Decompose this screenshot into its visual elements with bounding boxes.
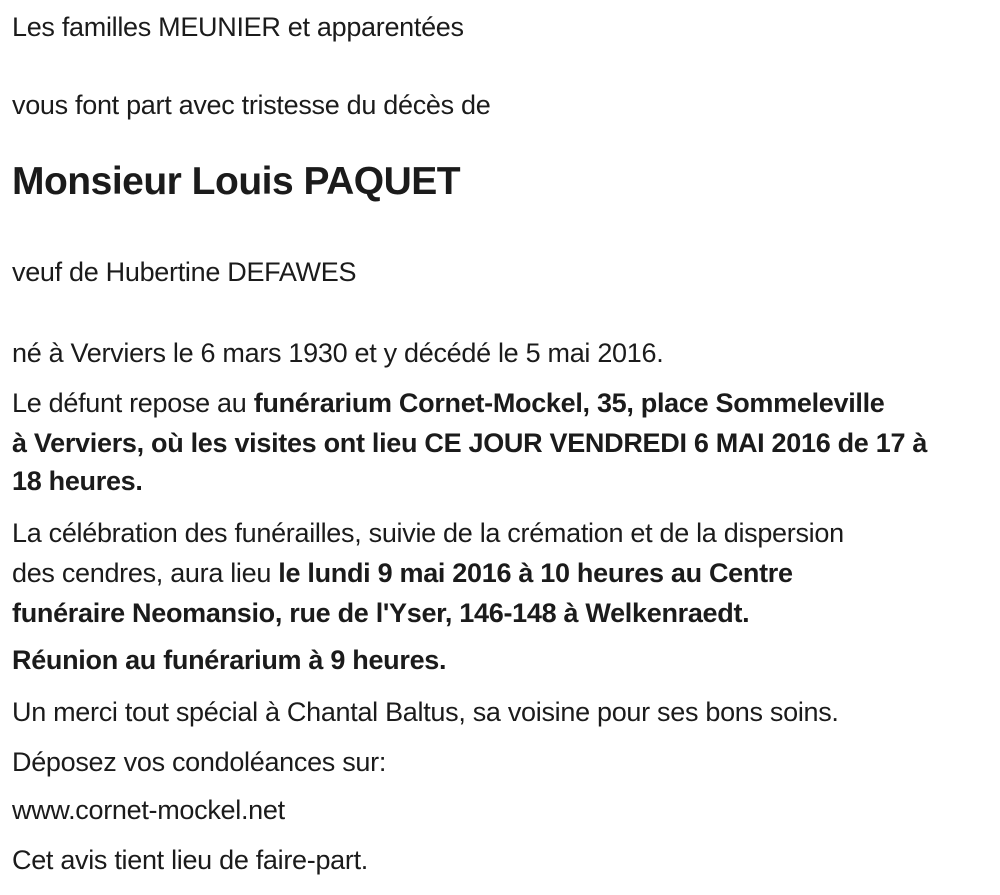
text-segment: veuf de Hubertine DEFAWES: [12, 257, 357, 287]
announcement-intro-line: [12, 85, 490, 125]
text-segment: 18 heures.: [12, 466, 143, 496]
text-segment: des cendres, aura lieu: [12, 558, 279, 588]
ceremony-paragraph-line-3: [12, 593, 749, 633]
text-segment: Cet avis tient lieu de faire-part.: [12, 845, 368, 875]
text-segment: vous font part avec tristesse du décès de: [12, 90, 491, 120]
family-names-line: [12, 7, 464, 47]
text-segment: www.cornet-mockel.net: [12, 795, 285, 825]
notice-line: [12, 840, 368, 880]
text-segment: Monsieur Louis PAQUET: [12, 160, 461, 203]
text-segment: La célébration des funérailles, suivie de la crémation et de la dispersion: [12, 518, 844, 548]
repose-paragraph-line-2: [12, 423, 927, 463]
text-segment: Le défunt repose au: [12, 388, 254, 418]
text-segment: Réunion au funérarium à 9 heures.: [12, 645, 447, 675]
condolences-line: [12, 742, 386, 782]
birth-death-line: [12, 333, 663, 373]
website-url: [12, 790, 285, 830]
thanks-line: [12, 692, 839, 732]
text-segment: Déposez vos condoléances sur:: [12, 747, 387, 777]
repose-paragraph-line-3: [12, 461, 143, 501]
text-segment: à Verviers, où les visites ont lieu CE JOUR VENDREDI 6 MAI 2016 de 17 à: [12, 428, 928, 458]
spouse-line: [12, 252, 356, 292]
meeting-line: [12, 640, 446, 680]
text-segment: funéraire Neomansio, rue de l'Yser, 146-148 à Welkenraedt.: [12, 598, 750, 628]
text-segment: Les familles MEUNIER et apparentées: [12, 12, 464, 42]
ceremony-paragraph-line-2: [12, 553, 793, 593]
repose-paragraph-line-1: [12, 383, 885, 423]
deceased-name-title: [12, 156, 460, 208]
text-segment: Un merci tout spécial à Chantal Baltus, sa voisine pour ses bons soins.: [12, 697, 839, 727]
ceremony-paragraph-line-1: [12, 513, 844, 553]
text-segment: funérarium Cornet-Mockel, 35, place Sommeleville: [253, 388, 885, 418]
text-segment: le lundi 9 mai 2016 à 10 heures au Centre: [278, 558, 793, 588]
text-segment: né à Verviers le 6 mars 1930 et y décédé le 5 mai 2016.: [12, 338, 664, 368]
